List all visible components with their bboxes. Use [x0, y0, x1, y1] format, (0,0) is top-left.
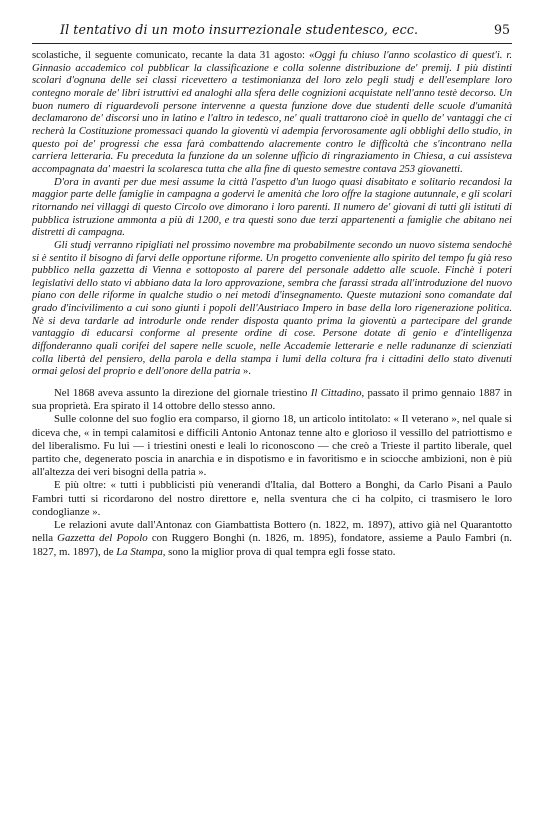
quote-paragraph-3: Gli studj verranno ripigliati nel prossimo novembre ma probabilmente secondo un nuovo sistema sendochè si è sentito il bisogno di farvi delle opportune riforme. Un progetto conveniente allo spirito del tempo fu già reso pubblico nella gazzetta di Vienna e sottoposto al parere del personale addetto alle scuole. Finchè i poteri legislativi dello stato vi abbiano data la loro approvazione, sembra che farassi strada all'introduzione del nuovo piano con delle riforme in qualche studio o nei metodi d'insegnamento. Queste mutazioni sono comandate dal grado d'incivilimento a cui sono giunti i popoli dell'Austriaco Impero in base della loro rigenerazione politica. Nè si deva tardarle ad introdurle onde render disposta quanto prima la gioventù a partecipare del grande vantaggio di educarsi conforme al presente ordine di cose. Persone dotate di genio e d'intelligenza diffonderanno quali corifei del sapere nelle scuole, nelle Accademie letterarie e nelle radunanze di scienziati colla libertà del pensiero, della parola e della stampa i lumi della coltura fra i cittadini dello stato divenuti ormai gelosi del proprio e dell'onore della patria ». [32, 239, 512, 378]
header-rule [32, 43, 512, 44]
page-number: 95 [493, 22, 510, 37]
body-paragraph-3: E più oltre: « tutti i pubblicisti più venerandi d'Italia, dal Bottero a Bonghi, da Carlo Pisani a Paulo Fambri tutti si ricordarono del nostro direttore e, nella sventura che ci ha colpito, ci trasmisero le loro condoglianze ». [32, 479, 512, 518]
body-paragraph-2: Sulle colonne del suo foglio era comparso, il giorno 18, un articolo intitolato: « Il veterano », nel quale si diceva che, « in tempi calamitosi e difficili Antonio Antonaz tenne alto e glorioso il vessillo del patriottismo e del liberalismo. Fu lui — i triestini onesti e leali lo riconoscono — che creò a Trieste il partito liberale, quel partito che, degenerato poscia in anarchia e in dispotismo e in favoritismo e in sciocche ambizioni, non è più all'altezza dei veri bisogni della patria ». [32, 413, 512, 479]
running-title: Il tentativo di un moto insurrezionale studentesco, ecc. [60, 22, 419, 37]
quoted-communique [32, 50, 512, 379]
body-paragraph-4: Le relazioni avute dall'Antonaz con Giambattista Bottero (n. 1822, m. 1897), attivo già nel Quarantotto nella Gazzetta del Popolo con Ruggero Bonghi (n. 1826, m. 1895), fondatore, assieme a Paulo Fambri (n. 1827, m. 1897), de La Stampa, sono la miglior prova di qual tempra egli fosse stato. [32, 519, 512, 558]
body-paragraph-1: Nel 1868 aveva assunto la direzione del giornale triestino Il Cittadino, passato il primo gennaio 1887 in sua proprietà. Era spirato il 14 ottobre dello stesso anno. [32, 387, 512, 413]
quote-paragraph-2: D'ora in avanti per due mesi assume la città l'aspetto d'un luogo quasi disabitato e solitario recandosi la maggior parte delle famiglie in campagna a godervi le amenità che loro offre la stagione autunnale, e gli scolari ritornando nei villaggi di questo Circolo ove dimorano i loro parenti. Il numero de' giovani di tutti gli istituti di pubblica istruzione ammonta a più di 1200, e tra questi sono due terzi appartenenti a famiglie che abitano nei distretti di campagna. [32, 176, 512, 239]
body-text [32, 387, 512, 559]
quote-paragraph-1: scolastiche, il seguente comunicato, recante la data 31 agosto: «Oggi fu chiuso l'anno scolastico di quest'i. r. Ginnasio accademico col pubblicar la classificazione e colla solenne distribuzione de' premij. I più distinti scolari d'ognuna delle sei classi ricevettero a testimonianza del loro zelo pegli studj e dell'esemplare loro contegno morale de' libri istruttivi ed analoghi alla sfera delle cognizioni acquistate nell'anno testè decorso. Un buon numero di riguardevoli persone intervenne a questa funzione dove due studenti delle scuole d'umanità declamarono de' discorsi uno in latino e l'altro in tedesco, ne' quali trattarono cioè in quello de' vantaggi che ci recherà la Costituzione promessaci quando la gioventù vi adempia fervorosamente agli obblighi dello studio, in questo poi de' progressi che essa farà combattendo alacremente contro le difficoltà che s'incontrano nella carriera letteraria. Fu preceduta la funzione da un solenne ufficio di ringraziamento in Chiesa, a cui assisteva accompagnata da' maestri la scolaresca tutta che alla fine di questo semestre contava 253 giovanetti. [32, 50, 512, 175]
running-head [60, 22, 512, 43]
